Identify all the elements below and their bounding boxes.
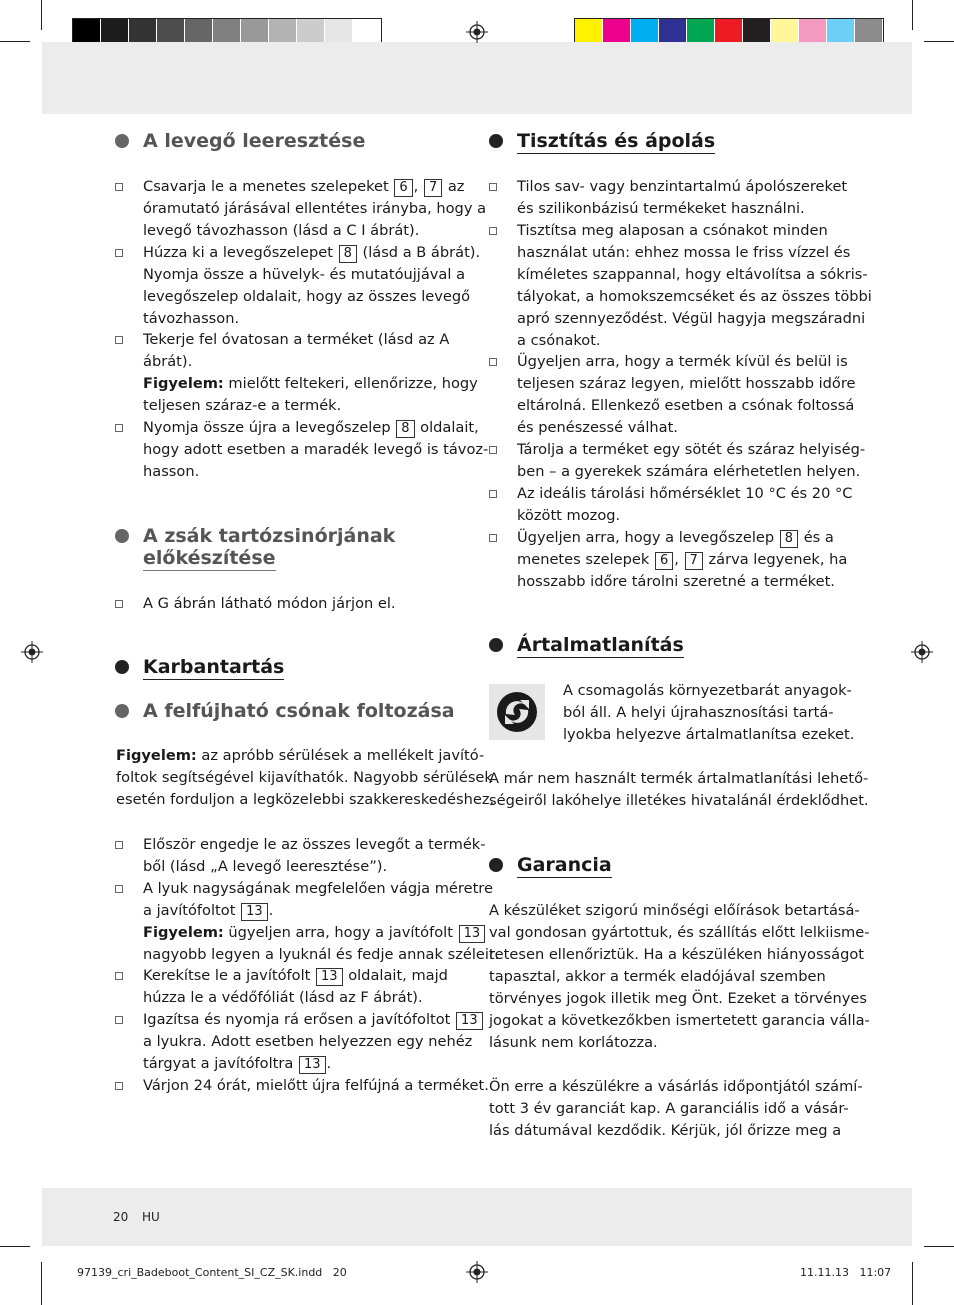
- page-number: 20: [113, 1210, 129, 1224]
- heading-bag-cord: A zsák tartózsinórjának előkészítése: [143, 525, 395, 569]
- crop-mark: [912, 1262, 913, 1305]
- bullet-square-icon: [115, 841, 123, 849]
- list-item: Ügyeljen arra, hogy a termék kívül és belül is teljesen száraz legyen, mielőtt hosszabb időre eltárolná. Ellenkező esetben a csónak foltossá és penészessé válhat.: [517, 351, 856, 439]
- bullet-square-icon: [115, 336, 123, 344]
- bullet-square-icon: [115, 972, 123, 980]
- list-item: Igazítsa és nyomja rá erősen a javítófoltot 13 a lyukra. Adott esetben helyezzen egy nehéz tárgyat a javítófoltra 13 .: [143, 1009, 484, 1075]
- registration-mark-icon: [466, 21, 488, 43]
- list-item: Húzza ki a levegőszelepet 8 (lásd a B ábrát). Nyomja össze a hüvelyk- és mutatóujjával a levegőszelep oldalait, hogy az összes levegő távozhasson.: [143, 242, 480, 330]
- language-code: HU: [142, 1210, 160, 1224]
- list-item: Csavarja le a menetes szelepeket 6 , 7 az óramutató járásával ellentétes irányba, hogy a levegő távozhasson (lásd a C I ábrát).: [143, 176, 486, 242]
- crop-mark: [0, 41, 30, 42]
- list-item: Tilos sav- vagy benzintartalmú ápolószereket és szilikonbázisú termékeket használni.: [517, 176, 847, 220]
- bullet-square-icon: [115, 249, 123, 257]
- list-item: A lyuk nagyságának megfelelően vágja méretre a javítófoltot 13 . Figyelem: ügyeljen arra, hogy a javítófolt 13 nagyobb legyen a lyuknál és fedje annak széleit.: [143, 878, 499, 966]
- header-band: [42, 42, 912, 114]
- packaging-text: A csomagolás környezetbarát anyagok- ból áll. A helyi újrahasznosítási tartá- lyokba helyezve ártalmatlanítsa ezeket.: [563, 682, 855, 743]
- list-item: Várjon 24 órát, mielőtt újra felfújná a terméket.: [143, 1075, 489, 1097]
- crop-mark: [924, 41, 954, 42]
- patching-note: Figyelem: az apróbb sérülések a mellékelt javító- foltok segítségével kijavíthatók. Nagyobb sérülések esetén forduljon a legközelebbi szakkereskedéshez.: [116, 747, 495, 808]
- crop-mark: [924, 1246, 954, 1247]
- bullet-square-icon: [115, 424, 123, 432]
- registration-mark-icon: [911, 641, 933, 663]
- heading-maintenance: Karbantartás: [143, 656, 284, 678]
- list-item: Az ideális tárolási hőmérséklet 10 °C és 20 °C között mozog.: [517, 483, 853, 527]
- crop-mark: [912, 0, 913, 30]
- list-item: Ügyeljen arra, hogy a levegőszelep 8 és a menetes szelepek 6 , 7 zárva legyenek, ha hosszabb időre tárolni szeretné a terméket.: [517, 527, 847, 593]
- heading-air-release: A levegő leeresztése: [143, 130, 365, 152]
- list-item: Tekerje fel óvatosan a terméket (lásd az A ábrát). Figyelem: mielőtt feltekeri, ellenőrizze, hogy teljesen száraz-e a termék.: [143, 329, 478, 417]
- bullet-square-icon: [489, 490, 497, 498]
- list-item: Tárolja a terméket egy sötét és száraz helyiség- ben – a gyerekek számára elérhetetlen helyen.: [517, 439, 865, 483]
- bullet-square-icon: [115, 1082, 123, 1090]
- heading-patching: A felfújható csónak foltozása: [143, 700, 455, 722]
- heading-cleaning: Tisztítás és ápolás: [517, 130, 715, 152]
- bullet-square-icon: [115, 183, 123, 191]
- heading-warranty: Garancia: [517, 854, 612, 876]
- bullet-square-icon: [489, 446, 497, 454]
- footer-band: [42, 1188, 912, 1246]
- disposal-text: A már nem használt termék ártalmatlanítási lehető- ségeiről lakóhelye illetékes hivatalánál érdeklődhet.: [489, 770, 869, 809]
- warranty-paragraph-1: A készüléket szigorú minőségi előírások betartásá- val gondosan gyártottuk, és szállítás előtt lelkiisme- retesen ellenőriztük. Ha a készüléken hiányosságot tapasztal, akkor a termék eladójával szemben törvényes jogok illetik meg Önt. Ezeket a törvényes jogokat a következőkben ismertetett garancia válla- lásunk nem korlátozza.: [489, 902, 870, 1051]
- bullet-square-icon: [115, 1016, 123, 1024]
- crop-mark: [41, 0, 42, 30]
- bullet-square-icon: [489, 227, 497, 235]
- list-item: Nyomja össze újra a levegőszelep 8 oldalait, hogy adott esetben a maradék levegő is távoz- hasson.: [143, 417, 488, 483]
- bullet-square-icon: [115, 885, 123, 893]
- list-item: A G ábrán látható módon járjon el.: [143, 593, 396, 615]
- list-item: Kerekítse le a javítófolt 13 oldalait, majd húzza le a védőfóliát (lásd az F ábrát).: [143, 965, 448, 1009]
- bullet-square-icon: [489, 358, 497, 366]
- bullet-square-icon: [489, 183, 497, 191]
- crop-mark: [0, 1246, 30, 1247]
- bullet-square-icon: [115, 600, 123, 608]
- bullet-square-icon: [489, 534, 497, 542]
- warranty-paragraph-2: Ön erre a készülékre a vásárlás időpontjától számí- tott 3 év garanciát kap. A garanciális idő a vásár- lás dátumával kezdődik. Kérjük, jól őrizze meg a: [489, 1078, 863, 1139]
- print-date: 11.11.13 11:07: [800, 1266, 892, 1279]
- recycle-green-dot-icon: [489, 684, 545, 740]
- registration-mark-icon: [21, 641, 43, 663]
- registration-mark-icon: [466, 1261, 488, 1283]
- heading-disposal: Ártalmatlanítás: [517, 634, 684, 656]
- list-item: Először engedje le az összes levegőt a termék- ből (lásd „A levegő leeresztése”).: [143, 834, 486, 878]
- list-item: Tisztítsa meg alaposan a csónakot minden használat után: ehhez mossa le friss vízzel és kíméletes szappannal, hogy eltávolítsa a sókris- tályokat, a homokszemcséket és az összes többi apró szennyeződést. Végül hagyja megszáradni a csónakot.: [517, 220, 872, 352]
- file-name: 97139_cri_Badeboot_Content_SI_CZ_SK.indd 20: [77, 1266, 347, 1279]
- crop-mark: [41, 1262, 42, 1305]
